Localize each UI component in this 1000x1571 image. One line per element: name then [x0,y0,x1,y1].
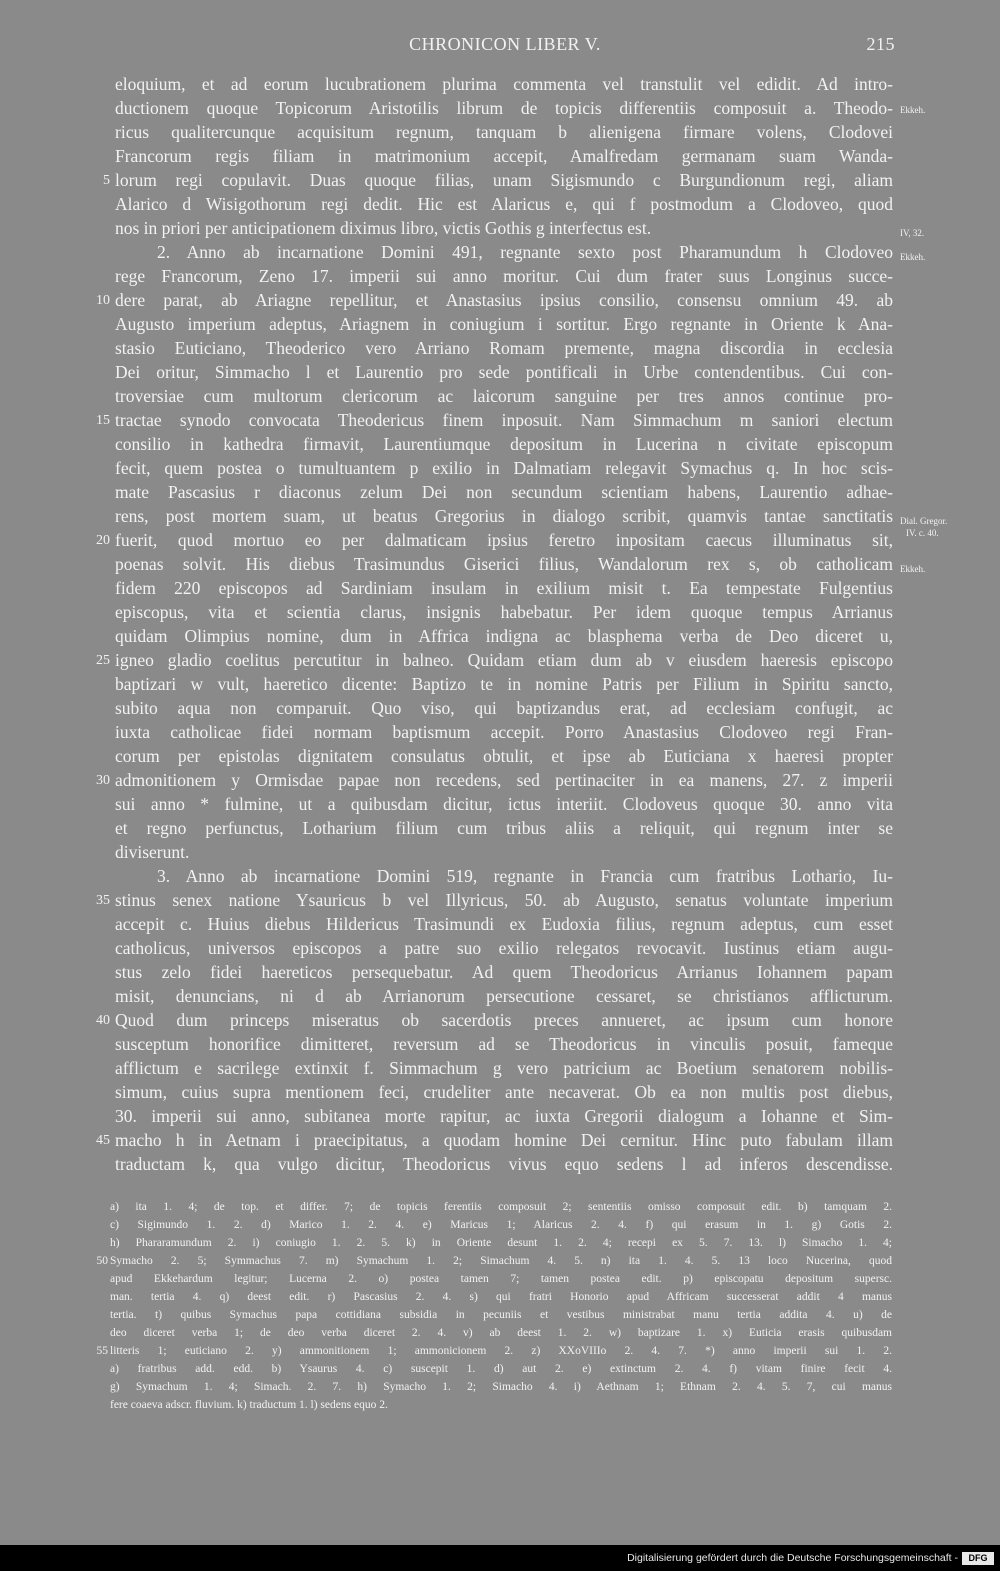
text-line: traductam k, qua vulgo dicitur, Theodoricus vivus equo sedens l ad inferos descendisse. [115,1154,893,1174]
line-number: 15 [96,413,110,428]
text-line: dere parat, ab Ariagne repellitur, et Anastasius ipsius consilio, consensu omnium 49. ab [115,290,893,310]
footnote-line: a) ita 1. 4; de top. et differ. 7; de topicis ferentiis composuit 2; sententiis omisso composuit edit. b) tamquam 2. [110,1201,892,1213]
margin-note: Ekkeh. [900,564,926,574]
footnote-line-number: 55 [96,1345,108,1357]
footnote-line: a) fratribus add. edd. b) Ysaurus 4. c) suscepit 1. d) aut 2. e) extinctum 2. 4. f) vitam finire fecit 4. [110,1363,892,1375]
footnote-line: litteris 1; euticiano 2. y) ammonitionem 1; ammonicionem 2. z) XXoVIIIo 2. 4. 7. *) anno imperii sui 1. 2. [110,1345,892,1357]
text-line: rens, post mortem suam, ut beatus Gregorius in dialogo scribit, quamvis tantae sanctitatis [115,506,893,526]
text-line: simum, cuius supra mentionem feci, crudeliter ante necaverat. Ob ea non multis post diebus, [115,1082,893,1102]
page-number: 215 [866,34,895,54]
line-number: 20 [96,533,110,548]
text-line: macho h in Aetnam i praecipitatus, a quodam homine Dei cernitur. Hinc puto fabulam illam [115,1130,893,1150]
margin-note: Dial. Gregor. [900,516,948,526]
margin-note: Ekkeh. [900,252,926,262]
footnote-line: g) Symachum 1. 4; Simach. 2. 7. h) Symacho 1. 2; Simacho 4. i) Aethnam 1; Ethnam 2. 4. 5. 7, cui manus [110,1381,892,1393]
text-line: catholicus, universos episcopos a patre suo exilio relegatos revocavit. Iustinus etiam augu- [115,938,893,958]
footnote-line: tertia. t) quibus Symachus papa cottidiana subsidia in pecuniis et vestibus ministrabat manu tertia addita 4. u) de [110,1309,892,1321]
text-line: ricus qualitercunque acquisitum regnum, tanquam b alienigena firmare volens, Clodovei [115,122,893,142]
footnote-line: fere coaeva adscr. fluvium. k) traductum 1. l) sedens equo 2. [110,1399,388,1411]
text-line: diviserunt. [115,842,190,862]
text-line: misit, denuncians, ni d ab Arrianorum persecutione cessaret, se christianos afflicturum. [115,986,893,1006]
footnote-line: deo diceret verba 1; de deo verba diceret 2. 4. v) ab deest 1. 2. w) baptizare 1. x) Euticia erasis quibusdam [110,1327,892,1339]
footnote-line: h) Phararamundum 2. i) coniugio 1. 2. 5. k) in Oriente desunt 1. 2. 4; recepi ex 5. 7. 13. l) Simacho 1. 4; [110,1237,892,1249]
text-line: et regno perfunctus, Lotharium filium cum tribus aliis a reliquit, qui regnum inter se [115,818,893,838]
footnote-line: Symacho 2. 5; Symmachus 7. m) Symachum 1. 2; Simachum 4. 5. n) ita 1. 4. 5. 13 loco Nucerina, quod [110,1255,892,1267]
text-line: igneo gladio coelitus percutitur in balneo. Quidam etiam dum ab v eiusdem haeresis episcopo [115,650,893,670]
footnote-line: man. tertia 4. q) deest edit. r) Pascasius 2. 4. s) qui fratri Honorio apud Affricam successerat addit 4 manus [110,1291,892,1303]
text-line: subito aqua non comparuit. Quo viso, qui baptizandus erat, ad ecclesiam confugit, ac [115,698,893,718]
text-line: consilio in kathedra firmavit, Laurentiumque depositum in Lucerina n civitate episcopum [115,434,893,454]
running-head [115,34,895,58]
text-line: fecit, quem postea o tumultuantem p exilio in Dalmatiam relegavit Symachus q. In hoc scis- [115,458,893,478]
text-line: 2. Anno ab incarnatione Domini 491, regnante sexto post Pharamundum h Clodoveo [157,242,893,262]
margin-note: IV, 32. [900,228,925,238]
text-line: poenas solvit. His diebus Trasimundus Giserici filius, Wandalorum rex s, ob catholicam [115,554,893,574]
text-line: accepit c. Huius diebus Hildericus Trasimundi ex Eudoxia filius, regnum adeptus, cum esset [115,914,893,934]
funding-notice: Digitalisierung gefördert durch die Deutsche Forschungsgemeinschaft - [627,1552,958,1564]
footer-bar [0,1545,1000,1571]
text-line: stus zelo fidei haereticos persequebatur. Ad quem Theodoricus Arrianus Iohannem papam [115,962,893,982]
text-line: admonitionem y Ormisdae papae non recedens, sed pertinaciter in ea manens, 27. z imperii [115,770,893,790]
text-line: Quod dum princeps miseratus ob sacerdotis preces annueret, ac ipsum cum honore [115,1010,893,1030]
text-line: corum per epistolas dignitatem consulatus obtulit, et ipse ab Euticiana x haeresi propter [115,746,893,766]
text-line: 3. Anno ab incarnatione Domini 519, regnante in Francia cum fratribus Lothario, Iu- [157,866,893,886]
text-line: fuerit, quod mortuo eo per dalmaticam ipsius feretro inpositam caecus illuminatus sit, [115,530,893,550]
text-line: stasio Euticiano, Theoderico vero Arriano Romam premente, magna discordia in ecclesia [115,338,893,358]
text-line: quidam Olimpius nomine, dum in Affrica indigna ac blasphema verba de Deo diceret u, [115,626,893,646]
line-number: 5 [103,173,110,188]
text-line: fidem 220 episcopos ad Sardiniam insulam in exilium misit t. Ea tempestate Fulgentius [115,578,893,598]
text-line: nos in priori per anticipationem diximus libro, victis Gothis g interfectus est. [115,218,652,238]
text-line: lorum regi copulavit. Duas quoque filias, unam Sigismundo c Burgundionum regi, aliam [115,170,893,190]
line-number: 35 [96,893,110,908]
text-line: iuxta catholicae fidei normam baptismum accepit. Porro Anastasius Clodoveo regi Fran- [115,722,893,742]
text-line: stinus senex natione Ysauricus b vel Illyricus, 50. ab Augusto, senatus voluntate imperium [115,890,893,910]
line-number: 10 [96,293,110,308]
text-line: mate Pascasius r diaconus zelum Dei non secundum scientiam habens, Laurentio adhae- [115,482,893,502]
text-line: ductionem quoque Topicorum Aristotilis librum de topicis differentiis composuit a. Theodo- [115,98,893,118]
dfg-logo: DFG [962,1552,994,1565]
text-line: tractae synodo convocata Theodericus finem inposuit. Nam Simmachum m saniori electum [115,410,893,430]
text-line: Augusto imperium adeptus, Ariagnem in coniugium i sortitur. Ergo regnante in Oriente k Ana- [115,314,893,334]
text-line: eloquium, et ad eorum lucubrationem plurima commenta vel transtulit vel edidit. Ad intro- [115,74,893,94]
footnote-line-number: 50 [96,1255,108,1267]
text-line: baptizari w vult, haeretico dicente: Baptizo te in nomine Patris per Filium in Spiritu sancto, [115,674,893,694]
footnote-line: apud Ekkehardum legitur; Lucerna 2. o) postea tamen 7; tamen postea edit. p) episcopatu depositum supersc. [110,1273,892,1285]
line-number: 40 [96,1013,110,1028]
line-number: 25 [96,653,110,668]
text-line: episcopus, vita et scientia clarus, insignis habebatur. Per idem quoque tempus Arrianus [115,602,893,622]
margin-note: IV. c. 40. [906,528,939,538]
text-line: rege Francorum, Zeno 17. imperii sui anno moritur. Cui dum frater suus Longinus succe- [115,266,893,286]
text-line: Dei oritur, Simmacho l et Laurentio pro sede pontificali in Urbe contendentibus. Cui con- [115,362,893,382]
text-line: 30. imperii sui anno, subitanea morte rapitur, ac iuxta Gregorii dialogum a Iohanne et Sim- [115,1106,893,1126]
footnote-line: c) Sigimundo 1. 2. d) Marico 1. 2. 4. e) Maricus 1; Alaricus 2. 4. f) qui erasum in 1. g) Gotis 2. [110,1219,892,1231]
text-line: susceptum honorifice dimitteret, reversum ad se Theodoricus in vinculis posuit, fameque [115,1034,893,1054]
line-number: 30 [96,773,110,788]
text-line: troversiae cum multorum clericorum ac laicorum sanguine per tres annos continue pro- [115,386,893,406]
margin-note: Ekkeh. [900,105,926,115]
text-line: Alarico d Wisigothorum regi dedit. Hic est Alaricus e, qui f postmodum a Clodoveo, quod [115,194,893,214]
text-line: Francorum regis filiam in matrimonium accepit, Amalfredam germanam suam Wanda- [115,146,893,166]
line-number: 45 [96,1133,110,1148]
text-line: sui anno * fulmine, ut a quibusdam dicitur, ictus interiit. Clodoveus quoque 30. anno vita [115,794,893,814]
running-title: CHRONICON LIBER V. [409,34,601,54]
text-line: afflictum e sacrilege extinxit f. Simmachum g vero patricium ac Boetium senatorem nobilis- [115,1058,893,1078]
